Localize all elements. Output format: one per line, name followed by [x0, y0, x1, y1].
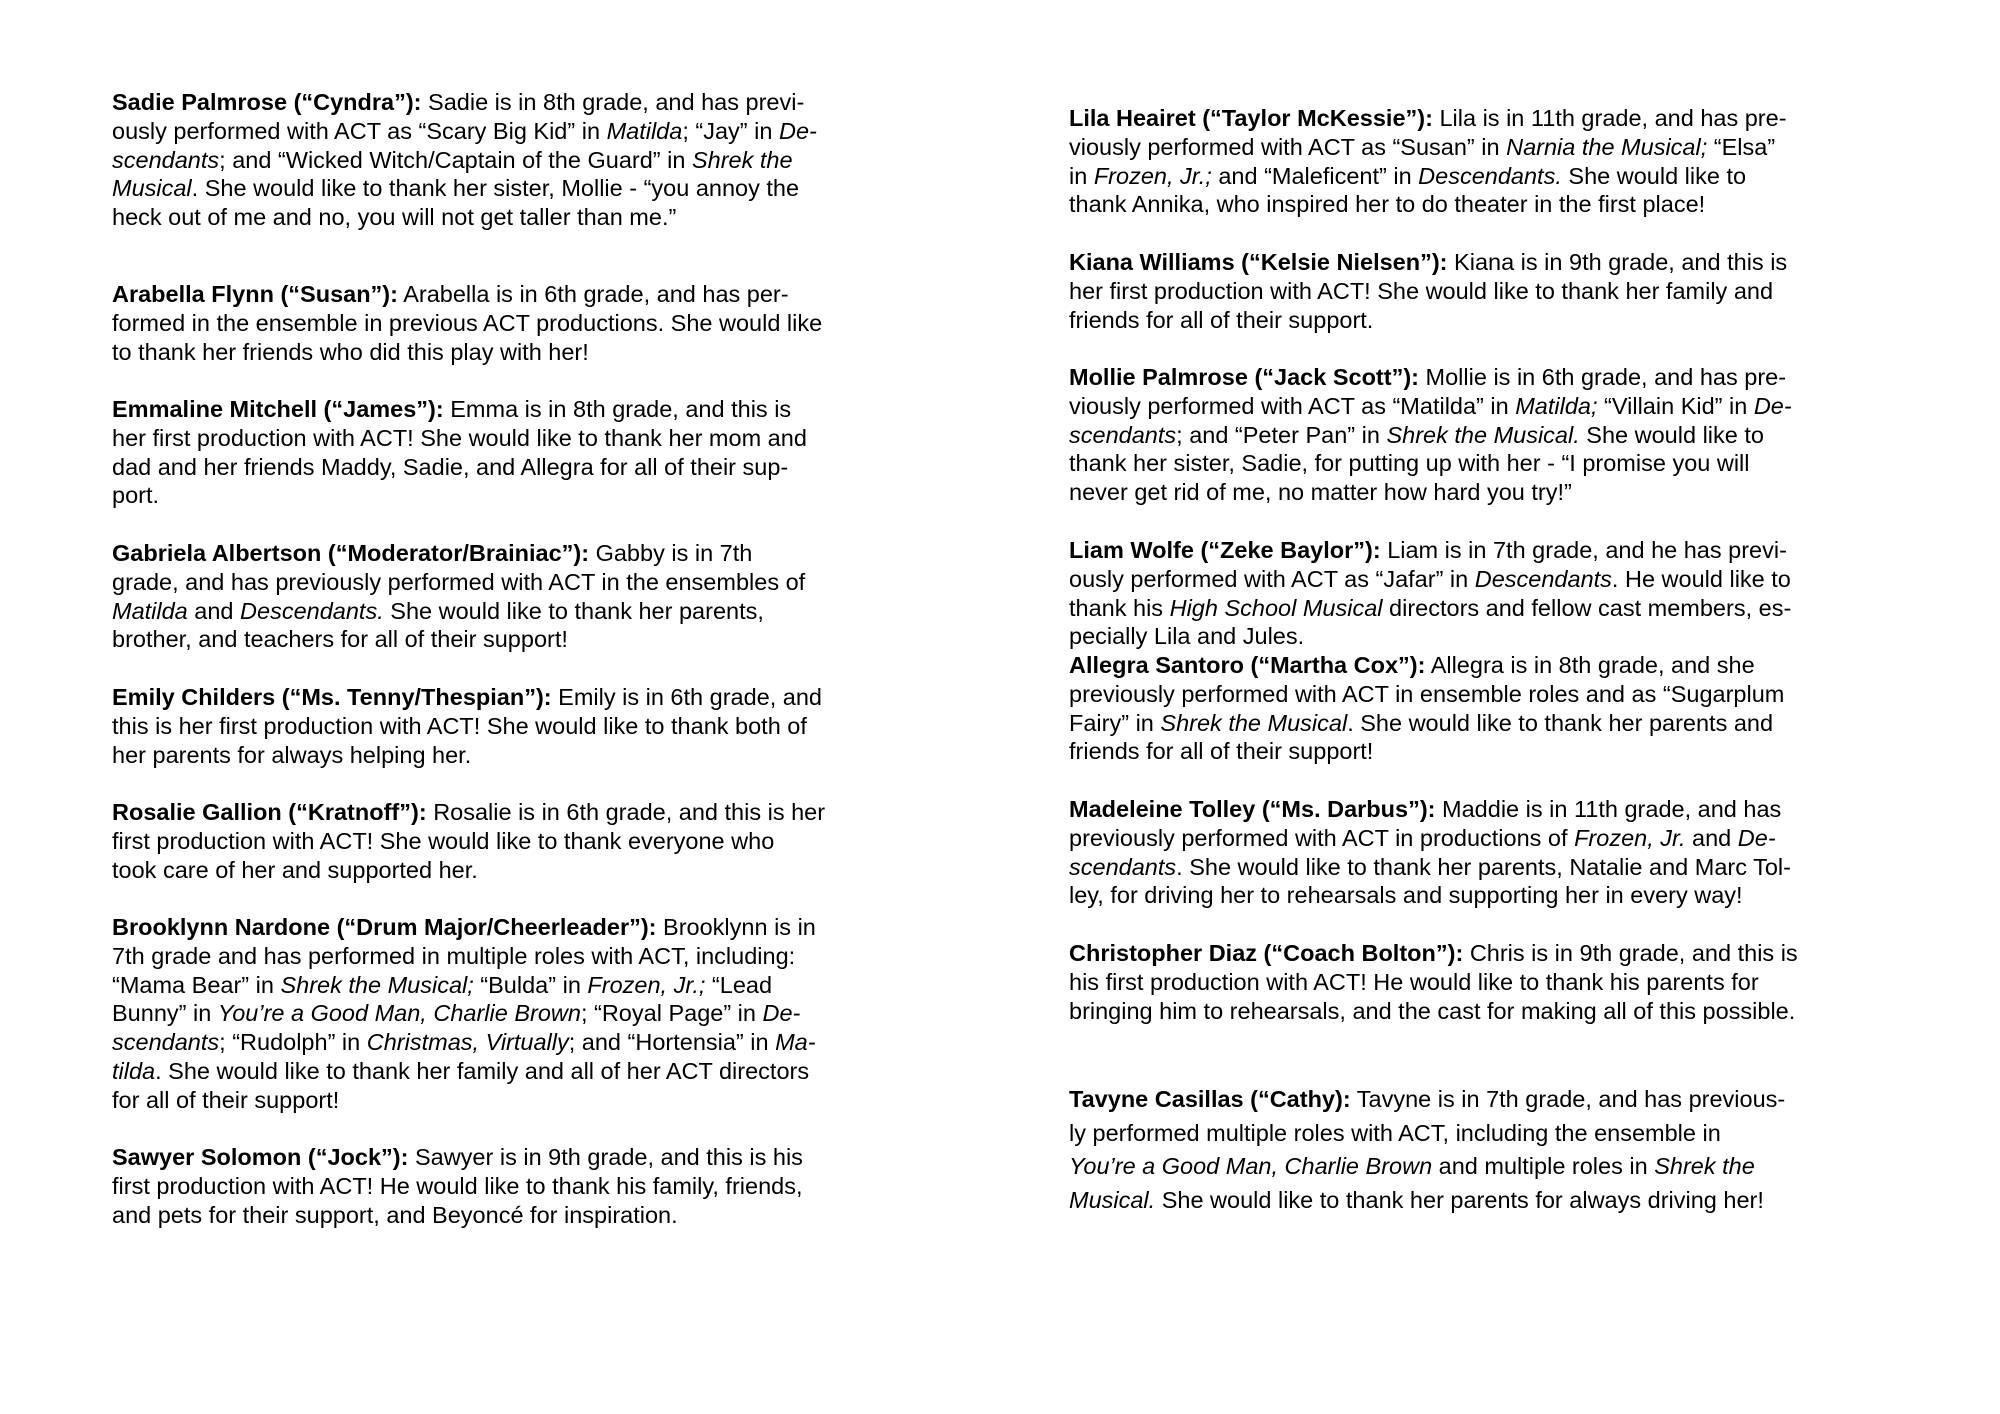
bio-line — [112, 827, 917, 856]
bio-text: directors and fellow cast members, es- — [1382, 594, 1792, 621]
bio-text: for all of their support! — [112, 1086, 340, 1113]
bio-text: ; and “Wicked Witch/Captain of the Guard” in — [219, 146, 692, 173]
bio-text: bringing him to rehearsals, and the cast for making all of this possible. — [1069, 997, 1796, 1024]
bio-text: “Mama Bear” in — [112, 971, 281, 998]
cast-member-name: Emmaline Mitchell (“James”): — [112, 396, 444, 422]
bio-text: . She would like to thank her parents, Natalie and Marc Tol- — [1176, 853, 1791, 880]
bio-text: port. — [112, 482, 160, 509]
bio-line — [112, 309, 917, 338]
bio-line — [1069, 795, 1889, 824]
bio-line — [112, 568, 917, 597]
bio-text: viously performed with ACT as “Susan” in — [1069, 133, 1507, 160]
bio-text: thank Annika, who inspired her to do theater in the first place! — [1069, 191, 1706, 218]
bio-text: Arabella is in 6th grade, and has per- — [403, 281, 789, 307]
bio-line — [1069, 392, 1889, 421]
bio-text: and multiple roles in — [1432, 1153, 1655, 1180]
production-title: Frozen, Jr.; — [587, 971, 706, 998]
bio-line — [112, 683, 917, 712]
bio-line — [1069, 853, 1889, 882]
bio-text: Gabby is in 7th — [595, 540, 753, 566]
bio-text: friends for all of their support! — [1069, 738, 1374, 765]
production-title: Narnia the Musical; — [1506, 133, 1708, 160]
bio-text: Emma is in 8th grade, and this is — [450, 396, 792, 422]
bio-text: ously performed with ACT as “Scary Big Kid” in — [112, 117, 607, 144]
bio-text: ously performed with ACT as “Jafar” in — [1069, 565, 1475, 592]
cast-member-name: Allegra Santoro (“Martha Cox”): — [1069, 652, 1426, 678]
bio-text: ; “Jay” in — [682, 117, 779, 144]
production-title: You’re a Good Man, Charlie Brown — [217, 1000, 581, 1027]
production-title: Shrek the Musical — [1160, 709, 1348, 736]
bio-line — [1069, 133, 1889, 162]
bio-text: first production with ACT! She would like to thank everyone who — [112, 827, 775, 854]
bio-line — [1069, 881, 1889, 910]
bio-text: heck out of me and no, you will not get taller than me.” — [112, 204, 677, 231]
bio-madeleine-tolley — [1069, 795, 1889, 910]
bio-sawyer-solomon — [112, 1143, 917, 1229]
bio-line — [112, 424, 917, 453]
bio-line — [1069, 421, 1889, 450]
bio-text: She would like to — [1561, 162, 1747, 189]
bio-text: her parents for always helping her. — [112, 741, 472, 768]
bio-text: Kiana is in 9th grade, and this is — [1454, 249, 1788, 275]
production-title: Musical. — [1069, 1186, 1156, 1213]
bio-text: “Elsa” — [1707, 133, 1776, 160]
bio-text: previously performed with ACT in ensemble roles and as “Sugarplum — [1069, 680, 1785, 707]
bio-text: ; “Rudolph” in — [219, 1029, 367, 1056]
production-title: You’re a Good Man, Charlie Brown — [1069, 1153, 1433, 1180]
cast-member-name: Tavyne Casillas (“Cathy): — [1069, 1086, 1351, 1112]
bio-text: Sawyer is in 9th grade, and this is his — [414, 1144, 803, 1170]
bio-arabella-flynn — [112, 280, 917, 366]
bio-line — [1069, 449, 1889, 478]
bio-text: ly performed multiple roles with ACT, including the ensemble in — [1069, 1119, 1721, 1146]
bio-text: Mollie is in 6th grade, and has pre- — [1425, 364, 1787, 390]
bio-line — [1069, 1184, 1889, 1218]
bio-line — [1069, 306, 1889, 335]
bio-text: Liam is in 7th grade, and he has previ- — [1387, 537, 1787, 563]
bio-text: . She would like to thank her family and all of her ACT directors — [155, 1057, 810, 1084]
bio-rosalie-gallion — [112, 798, 917, 884]
bio-line — [112, 798, 917, 827]
bio-text: her first production with ACT! She would like to thank her family and — [1069, 277, 1774, 304]
bio-text: Rosalie is in 6th grade, and this is her — [433, 799, 826, 825]
bio-line — [1069, 1083, 1889, 1117]
bio-text: and — [187, 597, 241, 624]
bio-text: ley, for driving her to rehearsals and supporting her in every way! — [1069, 882, 1743, 909]
bio-text: her first production with ACT! She would like to thank her mom and — [112, 424, 807, 451]
bio-line — [1069, 277, 1889, 306]
bio-line — [112, 146, 917, 175]
bio-mollie-palmrose — [1069, 363, 1889, 507]
bio-line — [112, 88, 917, 117]
production-title: scendants — [112, 1029, 220, 1056]
bio-gabriela-albertson — [112, 539, 917, 654]
production-title: Descendants. — [240, 597, 384, 624]
bio-emmaline-mitchell — [112, 395, 917, 510]
cast-member-name: Arabella Flynn (“Susan”): — [112, 281, 398, 307]
bio-text: thank her sister, Sadie, for putting up with her - “I promise you will — [1069, 450, 1750, 477]
bio-text: She would like to thank her parents for always driving her! — [1155, 1186, 1764, 1213]
bio-text: thank his — [1069, 594, 1170, 621]
bio-text: Maddie is in 11th grade, and has — [1442, 796, 1782, 822]
bio-line — [112, 1028, 917, 1057]
bio-text: this is her first production with ACT! She would like to thank both of — [112, 712, 807, 739]
bio-line — [112, 280, 917, 309]
cast-member-name: Gabriela Albertson (“Moderator/Brainiac”): — [112, 540, 590, 566]
cast-member-name: Kiana Williams (“Kelsie Nielsen”): — [1069, 249, 1448, 275]
bio-line — [1069, 162, 1889, 191]
production-title: De- — [1737, 824, 1776, 851]
bio-text: . He would like to — [1611, 565, 1791, 592]
production-title: Shrek the — [1654, 1153, 1755, 1180]
bio-text: his first production with ACT! He would like to thank his parents for — [1069, 968, 1759, 995]
production-title: Shrek the Musical; — [280, 971, 474, 998]
production-title: Descendants — [1474, 565, 1612, 592]
bio-line — [112, 1057, 917, 1086]
bio-text: . She would like to thank her sister, Mollie - “you annoy the — [191, 175, 800, 202]
production-title: De- — [778, 117, 817, 144]
bio-text: ; and “Peter Pan” in — [1176, 421, 1387, 448]
bio-text: Allegra is in 8th grade, and she — [1430, 652, 1755, 678]
production-title: Descendants. — [1418, 162, 1562, 189]
bio-text: pecially Lila and Jules. — [1069, 623, 1305, 650]
bio-text: and pets for their support, and Beyoncé for inspiration. — [112, 1201, 678, 1228]
bio-line — [112, 741, 917, 770]
bio-text: ; and “Hortensia” in — [568, 1029, 776, 1056]
bio-kiana-williams — [1069, 248, 1889, 334]
cast-member-name: Mollie Palmrose (“Jack Scott”): — [1069, 364, 1419, 390]
bio-line — [1069, 1150, 1889, 1184]
cast-member-name: Sadie Palmrose (“Cyndra”): — [112, 89, 422, 115]
bio-text: friends for all of their support. — [1069, 306, 1374, 333]
bio-text: never get rid of me, no matter how hard you try!” — [1069, 479, 1572, 506]
bio-text: She would like to thank her parents, — [383, 597, 764, 624]
bio-line — [1069, 565, 1889, 594]
bio-text: viously performed with ACT as “Matilda” in — [1069, 392, 1516, 419]
bio-line — [1069, 248, 1889, 277]
bio-line — [112, 625, 917, 654]
bio-line — [112, 597, 917, 626]
bio-line — [1069, 478, 1889, 507]
bio-sadie-palmrose — [112, 88, 917, 232]
bio-line — [1069, 680, 1889, 709]
production-title: Shrek the — [691, 146, 793, 173]
cast-member-name: Brooklynn Nardone (“Drum Major/Cheerleader”): — [112, 914, 657, 940]
bio-line — [112, 856, 917, 885]
bio-line — [112, 999, 917, 1028]
bio-line — [1069, 968, 1889, 997]
bio-text: brother, and teachers for all of their support! — [112, 626, 568, 653]
production-title: De- — [1753, 392, 1792, 419]
bio-text: took care of her and supported her. — [112, 856, 478, 883]
bio-text: 7th grade and has performed in multiple roles with ACT, including: — [112, 942, 796, 969]
bio-text: to thank her friends who did this play with her! — [112, 338, 589, 365]
cast-member-name: Sawyer Solomon (“Jock”): — [112, 1144, 409, 1170]
bio-text: previously performed with ACT in productions of — [1069, 824, 1575, 851]
bio-line — [1069, 363, 1889, 392]
bio-line — [1069, 1117, 1889, 1151]
bio-line — [1069, 536, 1889, 565]
bio-text: Lila is in 11th grade, and has pre- — [1439, 105, 1787, 131]
production-title: scendants — [112, 146, 220, 173]
bio-text: Chris is in 9th grade, and this is — [1469, 940, 1798, 966]
production-title: Musical — [112, 175, 192, 202]
bio-text: “Villain Kid” in — [1597, 392, 1754, 419]
bio-text: Tavyne is in 7th grade, and has previous- — [1356, 1086, 1786, 1112]
bio-text: and “Maleficent” in — [1211, 162, 1419, 189]
bio-line — [112, 539, 917, 568]
bio-text: formed in the ensemble in previous ACT productions. She would like — [112, 309, 823, 336]
bio-text: in — [1069, 162, 1094, 189]
bio-liam-wolfe — [1069, 536, 1889, 651]
production-title: tilda — [112, 1057, 156, 1084]
bio-brooklynn-nardone — [112, 913, 917, 1115]
production-title: High School Musical — [1169, 594, 1383, 621]
bio-line — [112, 453, 917, 482]
bio-line — [1069, 737, 1889, 766]
production-title: scendants — [1069, 853, 1177, 880]
production-title: scendants — [1069, 421, 1177, 448]
bio-christopher-diaz — [1069, 939, 1889, 1025]
production-title: Matilda; — [1515, 392, 1598, 419]
bio-lila-heairet — [1069, 104, 1889, 219]
bio-line — [112, 1143, 917, 1172]
bio-line — [1069, 651, 1889, 680]
bio-line — [112, 395, 917, 424]
bio-line — [1069, 104, 1889, 133]
bio-text: and — [1685, 824, 1738, 851]
production-title: Matilda — [112, 597, 188, 624]
bio-text: “Bulda” in — [473, 971, 588, 998]
bio-line — [112, 117, 917, 146]
bio-line — [112, 1172, 917, 1201]
production-title: Christmas, Virtually — [366, 1029, 569, 1056]
bio-text: “Lead — [705, 971, 773, 998]
bio-line — [112, 203, 917, 232]
bio-line — [112, 1086, 917, 1115]
bio-line — [1069, 939, 1889, 968]
bio-text: Sadie is in 8th grade, and has previ- — [428, 89, 805, 115]
bio-text: Bunny” in — [112, 1000, 218, 1027]
bio-text: She would like to — [1579, 421, 1764, 448]
bio-text: Fairy” in — [1069, 709, 1161, 736]
production-title: Shrek the Musical. — [1386, 421, 1580, 448]
bio-line — [112, 481, 917, 510]
bio-line — [112, 942, 917, 971]
bio-line — [1069, 997, 1889, 1026]
cast-member-name: Lila Heairet (“Taylor McKessie”): — [1069, 105, 1433, 131]
bio-line — [112, 913, 917, 942]
cast-member-name: Emily Childers (“Ms. Tenny/Thespian”): — [112, 684, 552, 710]
cast-member-name: Madeleine Tolley (“Ms. Darbus”): — [1069, 796, 1436, 822]
bio-tavyne-casillas — [1069, 1083, 1889, 1217]
bio-emily-childers — [112, 683, 917, 769]
cast-member-name: Rosalie Gallion (“Kratnoff”): — [112, 799, 427, 825]
production-title: Matilda — [606, 117, 683, 144]
bio-line — [1069, 824, 1889, 853]
bio-text: Emily is in 6th grade, and — [558, 684, 822, 710]
bio-line — [112, 174, 917, 203]
bio-line — [112, 971, 917, 1000]
bio-text: Brooklynn is in — [663, 914, 816, 940]
production-title: Frozen, Jr.; — [1093, 162, 1212, 189]
bio-line — [112, 712, 917, 741]
bio-line — [112, 1201, 917, 1230]
bio-line — [1069, 594, 1889, 623]
bio-text: . She would like to thank her parents and — [1347, 709, 1774, 736]
bio-text: grade, and has previously performed with ACT in the ensembles of — [112, 568, 806, 595]
production-title: De- — [762, 1000, 801, 1027]
cast-member-name: Liam Wolfe (“Zeke Baylor”): — [1069, 537, 1381, 563]
bio-line — [1069, 190, 1889, 219]
bio-line — [112, 338, 917, 367]
cast-member-name: Christopher Diaz (“Coach Bolton”): — [1069, 940, 1464, 966]
production-title: Ma- — [775, 1029, 816, 1056]
bio-line — [1069, 709, 1889, 738]
bio-text: first production with ACT! He would like to thank his family, friends, — [112, 1172, 803, 1199]
bio-allegra-santoro — [1069, 651, 1889, 766]
bio-text: ; “Royal Page” in — [580, 1000, 763, 1027]
production-title: Frozen, Jr. — [1574, 824, 1686, 851]
bio-line — [1069, 622, 1889, 651]
bio-text: dad and her friends Maddy, Sadie, and Allegra for all of their sup- — [112, 453, 789, 480]
